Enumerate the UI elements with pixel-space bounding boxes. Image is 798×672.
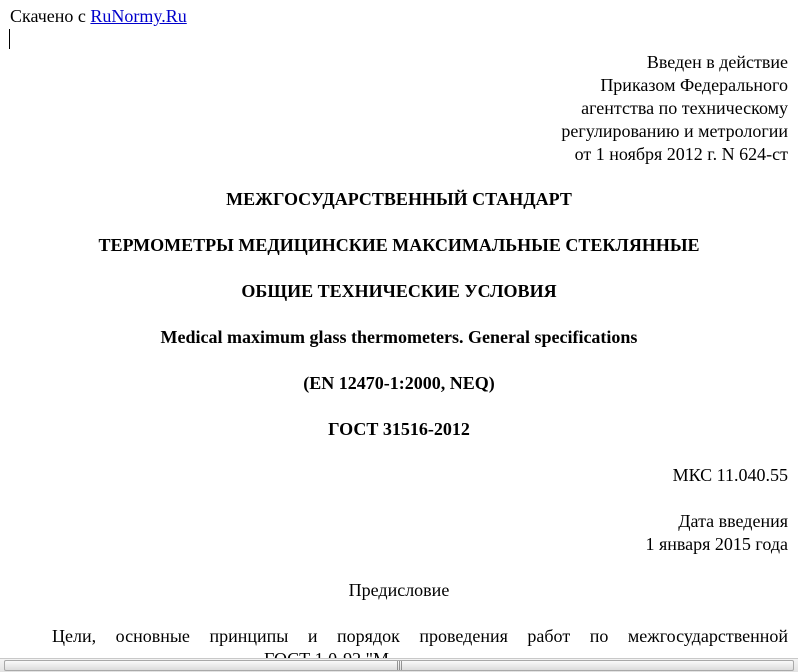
foreword-paragraph-line: Цели, основные принципы и порядок проведения работ по межгосударственной: [52, 626, 788, 646]
text-caret: [9, 29, 10, 49]
scrollbar-thumb[interactable]: [4, 660, 794, 671]
standard-subtitle-ru: ОБЩИЕ ТЕХНИЧЕСКИЕ УСЛОВИЯ: [241, 281, 557, 301]
standard-type-heading: МЕЖГОСУДАРСТВЕННЫЙ СТАНДАРТ: [226, 189, 572, 209]
source-link[interactable]: RuNormy.Ru: [90, 6, 187, 26]
standard-title-en: Medical maximum glass thermometers. General specifications: [160, 327, 638, 347]
enactment-line-4: регулированию и метрологии: [561, 121, 788, 141]
enactment-line-5: от 1 ноября 2012 г. N 624-ст: [574, 144, 788, 164]
grip-icon: |||: [395, 661, 403, 671]
standard-code: ГОСТ 31516-2012: [328, 419, 470, 439]
standard-title-ru: ТЕРМОМЕТРЫ МЕДИЦИНСКИЕ МАКСИМАЛЬНЫЕ СТЕКЛЯННЫЕ: [98, 235, 700, 255]
enactment-line-1: Введен в действие: [646, 52, 788, 72]
introduction-date: 1 января 2015 года: [645, 534, 788, 554]
source-line: [10, 5, 788, 27]
enactment-line-2: Приказом Федерального: [600, 75, 788, 95]
source-prefix: Скачено с: [10, 6, 91, 26]
horizontal-scrollbar[interactable]: [0, 658, 798, 672]
introduction-label: Дата введения: [678, 511, 788, 531]
classification-code: МКС 11.040.55: [672, 465, 788, 485]
standard-reference: (EN 12470-1:2000, NEQ): [303, 373, 495, 393]
enactment-line-3: агентства по техническому: [581, 98, 788, 118]
foreword-heading: Предисловие: [348, 580, 450, 600]
